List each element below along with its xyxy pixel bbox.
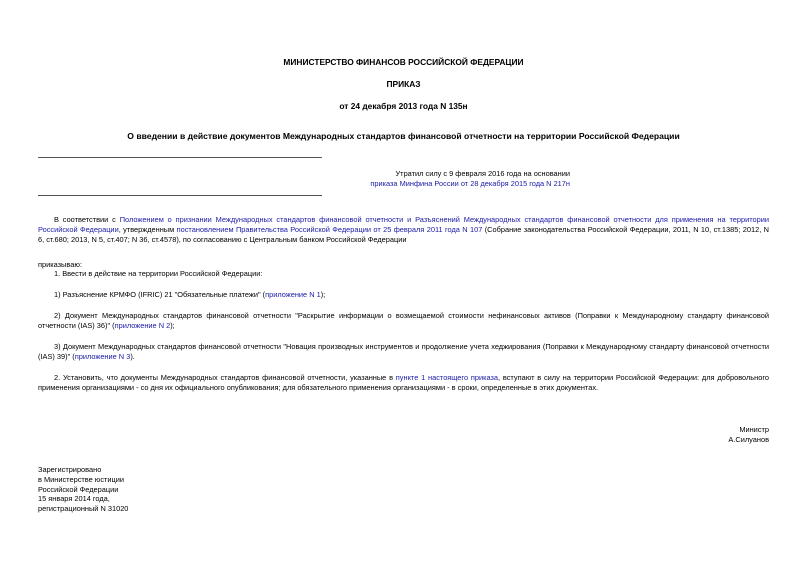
order-subitem-3: [38, 342, 769, 362]
subitem-2-text: 2) Документ Международных стандартов финансовой отчетности "Раскрытие информации о возмещаемой стоимости нефинансовых активов (Поправки к Международному стандарту финансовой отчетности (IAS) 36)" (: [38, 311, 769, 330]
prikazyvayu-line: приказываю:: [38, 260, 82, 269]
order-subitem-2: [38, 311, 769, 331]
separator-bottom: [38, 195, 322, 196]
registration-line-1: Зарегистрировано: [38, 465, 102, 474]
order-item-2: [38, 373, 769, 393]
preamble-paragraph: [38, 215, 769, 244]
paragraph-1-link[interactable]: пункте 1 настоящего приказа: [395, 373, 499, 382]
subitem-3-end: ).: [130, 351, 135, 361]
subitem-3-text: 3) Документ Международных стандартов финансовой отчетности "Новация производных инструментов и продолжение учета хеджирования (Поправки к Международному стандарту финансовой отчетности (IAS) 39)" (: [38, 342, 769, 361]
regulation-link[interactable]: Положением о признании Международных стандартов финансовой отчетности и Разъяснений Международных стандартов финансовой отчетности для применения на территории Российской Федерации: [38, 215, 769, 234]
registration-line-4: 15 января 2014 года,: [38, 494, 110, 504]
government-decree-link[interactable]: постановлением Правительства Российской Федерации от 25 февраля 2011 года N 107: [176, 224, 483, 234]
subitem-1-text: 1) Разъяснение КРМФО (IFRIC) 21 "Обязательные платежи" (: [54, 290, 266, 299]
preamble-text-1: В соответствии с: [54, 215, 120, 224]
appendix-2-link[interactable]: приложение N 2: [114, 320, 171, 330]
signature-position: Министр: [739, 425, 769, 434]
annulment-note: [38, 169, 570, 189]
annulment-line: Утратил силу с 9 февраля 2016 года на основании: [395, 169, 570, 178]
item-2-end: , вступают в силу на территории Российской Федерации: для добровольного применения организациями - со дня их официального опубликования; для обязательного применения организациями - в сроки, определенные в этих документах.: [38, 373, 769, 392]
signature-block: [728, 425, 769, 445]
subitem-2-end: );: [170, 320, 175, 330]
item-2-text: 2. Установить, что документы Международных стандартов финансовой отчетности, указанные в: [54, 373, 396, 382]
appendix-3-link[interactable]: приложение N 3: [74, 351, 131, 361]
ministry-heading: МИНИСТЕРСТВО ФИНАНСОВ РОССИЙСКОЙ ФЕДЕРАЦИИ: [283, 57, 524, 67]
subitem-1-end: );: [320, 290, 326, 299]
registration-line-3: Российской Федерации: [38, 484, 119, 494]
order-item-1: 1. Ввести в действие на территории Российской Федерации:: [54, 269, 263, 278]
registration-line-2: в Министерстве юстиции: [38, 474, 125, 484]
registration-line-5: регистрационный N 31020: [38, 504, 129, 514]
separator-top: [38, 157, 322, 158]
preamble-text-2: , утвержденным: [118, 224, 177, 234]
doc-title: О введении в действие документов Международных стандартов финансовой отчетности на территории Российской Федерации: [127, 131, 680, 141]
signature-name: А.Силуанов: [728, 434, 769, 444]
registration-block: [38, 465, 128, 514]
order-subitem-1: [38, 290, 769, 300]
appendix-1-link[interactable]: приложение N 1: [265, 290, 321, 299]
preamble-text-3: (Собрание законодательства Российской Федерации, 2011, N 10, ст.1385; 2012, N 6, ст.680; 2013, N 5, ст.407; N 36, ст.4578), по согласованию с Центральным банком Российской Федерации: [38, 224, 769, 244]
doc-type-heading: ПРИКАЗ: [386, 79, 421, 89]
annulment-link[interactable]: приказа Минфина России от 28 декабря 2015 года N 217н: [370, 178, 570, 188]
doc-date-number: от 24 декабря 2013 года N 135н: [339, 101, 468, 111]
